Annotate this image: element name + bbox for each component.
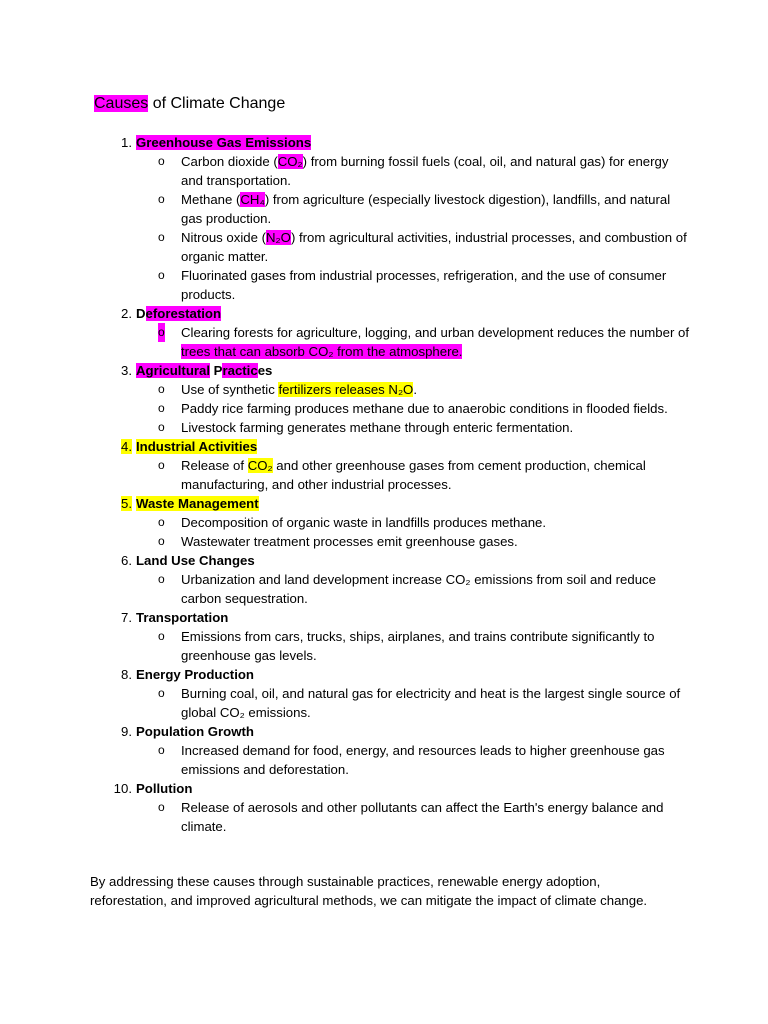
text-run: Methane ( [181, 192, 241, 207]
text-run: Increased demand for food, energy, and resources leads to higher greenhouse gas emissions and deforestation. [181, 743, 665, 777]
sub-list [136, 323, 690, 361]
cause-heading [136, 304, 690, 323]
list-number-text: 3. [121, 363, 132, 378]
text-run: es [257, 363, 273, 378]
list-item [136, 684, 690, 722]
text-run: trees that can absorb CO₂ from the atmosphere. [181, 344, 463, 359]
text-run: Transportation [136, 610, 229, 625]
cause-heading [136, 551, 690, 570]
list-item [136, 418, 690, 437]
causes-list [90, 133, 690, 836]
text-run: fertilizers releases N₂O [278, 382, 414, 397]
text-run: Release of [181, 458, 248, 473]
cause-heading [136, 133, 690, 152]
cause-item [90, 779, 690, 836]
sub-list [136, 570, 690, 608]
sub-list [136, 513, 690, 551]
text-run: Wastewater treatment processes emit greenhouse gases. [181, 534, 518, 549]
list-number [92, 361, 132, 380]
text-run: Decomposition of organic waste in landfills produces methane. [181, 515, 547, 530]
bullet-icon: o [158, 230, 165, 244]
list-number [92, 665, 132, 684]
page-title [94, 93, 285, 115]
text-run: ) from burning fossil fuels (coal, oil, and natural gas) for energy and transportation. [181, 154, 669, 188]
cause-item [90, 608, 690, 665]
list-item [136, 532, 690, 551]
bullet-icon: o [158, 515, 165, 529]
sub-list [136, 741, 690, 779]
bullet-icon: o [158, 686, 165, 700]
text-run: ) from agricultural activities, industrial processes, and combustion of organic matter. [181, 230, 687, 264]
text-run: Use of synthetic [181, 382, 279, 397]
list-item [136, 190, 690, 228]
bullet-icon: o [158, 420, 165, 434]
cause-item [90, 304, 690, 361]
cause-heading [136, 494, 690, 513]
text-run: Burning coal, oil, and natural gas for electricity and heat is the largest single source of global CO₂ emissions. [181, 686, 681, 720]
sub-list [136, 627, 690, 665]
list-number [92, 551, 132, 570]
text-run: Industrial Activities [136, 439, 258, 454]
cause-heading [136, 779, 690, 798]
list-item [136, 627, 690, 665]
cause-heading [136, 665, 690, 684]
list-number-text: 7. [121, 610, 132, 625]
cause-item [90, 551, 690, 608]
text-run: Release of aerosols and other pollutants can affect the Earth's energy balance and climate. [181, 800, 664, 834]
cause-heading [136, 361, 690, 380]
bullet-icon: o [158, 268, 165, 282]
list-number-text: 2. [121, 306, 132, 321]
bullet-icon: o [158, 154, 165, 168]
bullet-icon: o [158, 743, 165, 757]
cause-heading [136, 437, 690, 456]
list-item [136, 399, 690, 418]
sub-list [136, 798, 690, 836]
title-highlight: Causes [94, 95, 149, 112]
text-run: Emissions from cars, trucks, ships, airplanes, and trains contribute significantly to greenhouse gas levels. [181, 629, 655, 663]
text-run: Greenhouse Gas Emissions [136, 135, 312, 150]
bullet-icon: o [158, 800, 165, 814]
list-number-text: 1. [121, 135, 132, 150]
bullet-icon: o [158, 401, 165, 415]
cause-item [90, 361, 690, 437]
list-item [136, 456, 690, 494]
list-item [136, 228, 690, 266]
cause-heading [136, 608, 690, 627]
sub-list [136, 456, 690, 494]
text-run: Energy Production [136, 667, 254, 682]
list-item [136, 380, 690, 399]
bullet-icon: o [158, 323, 165, 342]
list-number-text: 4. [121, 439, 132, 454]
list-number-text: 10. [113, 781, 132, 796]
title-rest: of Climate Change [148, 95, 286, 112]
cause-item [90, 494, 690, 551]
text-run: Population Growth [136, 724, 254, 739]
text-run: and other greenhouse gases from cement production, chemical manufacturing, and other industrial processes. [181, 458, 646, 492]
list-number [92, 304, 132, 323]
bullet-icon: o [158, 458, 165, 472]
bullet-icon: o [158, 572, 165, 586]
list-item [136, 323, 690, 361]
text-run: Livestock farming generates methane through enteric fermentation. [181, 420, 574, 435]
list-number [92, 494, 132, 513]
text-run: ) from agriculture (especially livestock digestion), landfills, and natural gas production. [181, 192, 671, 226]
list-number [92, 722, 132, 741]
text-run: CO₂ [247, 458, 273, 473]
list-number [92, 133, 132, 152]
text-run: CH₄ [240, 192, 265, 207]
closing-paragraph: By addressing these causes through sustainable practices, renewable energy adoption, reforestation, and improved agricultural methods, we can mitigate the impact of climate change. [90, 874, 648, 908]
cause-item [90, 133, 690, 304]
text-run: Agricultural [136, 363, 211, 378]
text-run: N₂O [266, 230, 291, 245]
list-number [92, 779, 132, 798]
list-number-text: 5. [121, 496, 132, 511]
text-run: Carbon dioxide ( [181, 154, 278, 169]
text-run: Urbanization and land development increase CO₂ emissions from soil and reduce carbon sequestration. [181, 572, 656, 606]
bullet-icon: o [158, 534, 165, 548]
list-number [92, 608, 132, 627]
sub-list [136, 152, 690, 304]
list-number-text: 8. [121, 667, 132, 682]
list-number-text: 9. [121, 724, 132, 739]
text-run: Clearing forests for agriculture, logging, and urban development reduces the number of [181, 325, 690, 340]
list-item [136, 570, 690, 608]
text-run: Land Use Changes [136, 553, 255, 568]
text-run: P [210, 363, 223, 378]
text-run: Paddy rice farming produces methane due to anaerobic conditions in flooded fields. [181, 401, 668, 416]
list-number-text: 6. [121, 553, 132, 568]
text-run: ractic [222, 363, 258, 378]
bullet-icon: o [158, 192, 165, 206]
cause-item [90, 722, 690, 779]
text-run: Pollution [136, 781, 193, 796]
list-item [136, 266, 690, 304]
cause-item [90, 665, 690, 722]
text-run: D [136, 306, 146, 321]
list-item [136, 152, 690, 190]
bullet-icon: o [158, 629, 165, 643]
cause-heading [136, 722, 690, 741]
bullet-icon: o [158, 382, 165, 396]
list-item [136, 513, 690, 532]
text-run: Nitrous oxide ( [181, 230, 267, 245]
text-run: Waste Management [136, 496, 259, 511]
text-run: CO₂ [277, 154, 303, 169]
list-item [136, 798, 690, 836]
list-item [136, 741, 690, 779]
sub-list [136, 380, 690, 437]
text-run: Fluorinated gases from industrial processes, refrigeration, and the use of consumer products. [181, 268, 667, 302]
text-run: eforestation [145, 306, 222, 321]
text-run: . [413, 382, 417, 397]
sub-list [136, 684, 690, 722]
list-number [92, 437, 132, 456]
cause-item [90, 437, 690, 494]
